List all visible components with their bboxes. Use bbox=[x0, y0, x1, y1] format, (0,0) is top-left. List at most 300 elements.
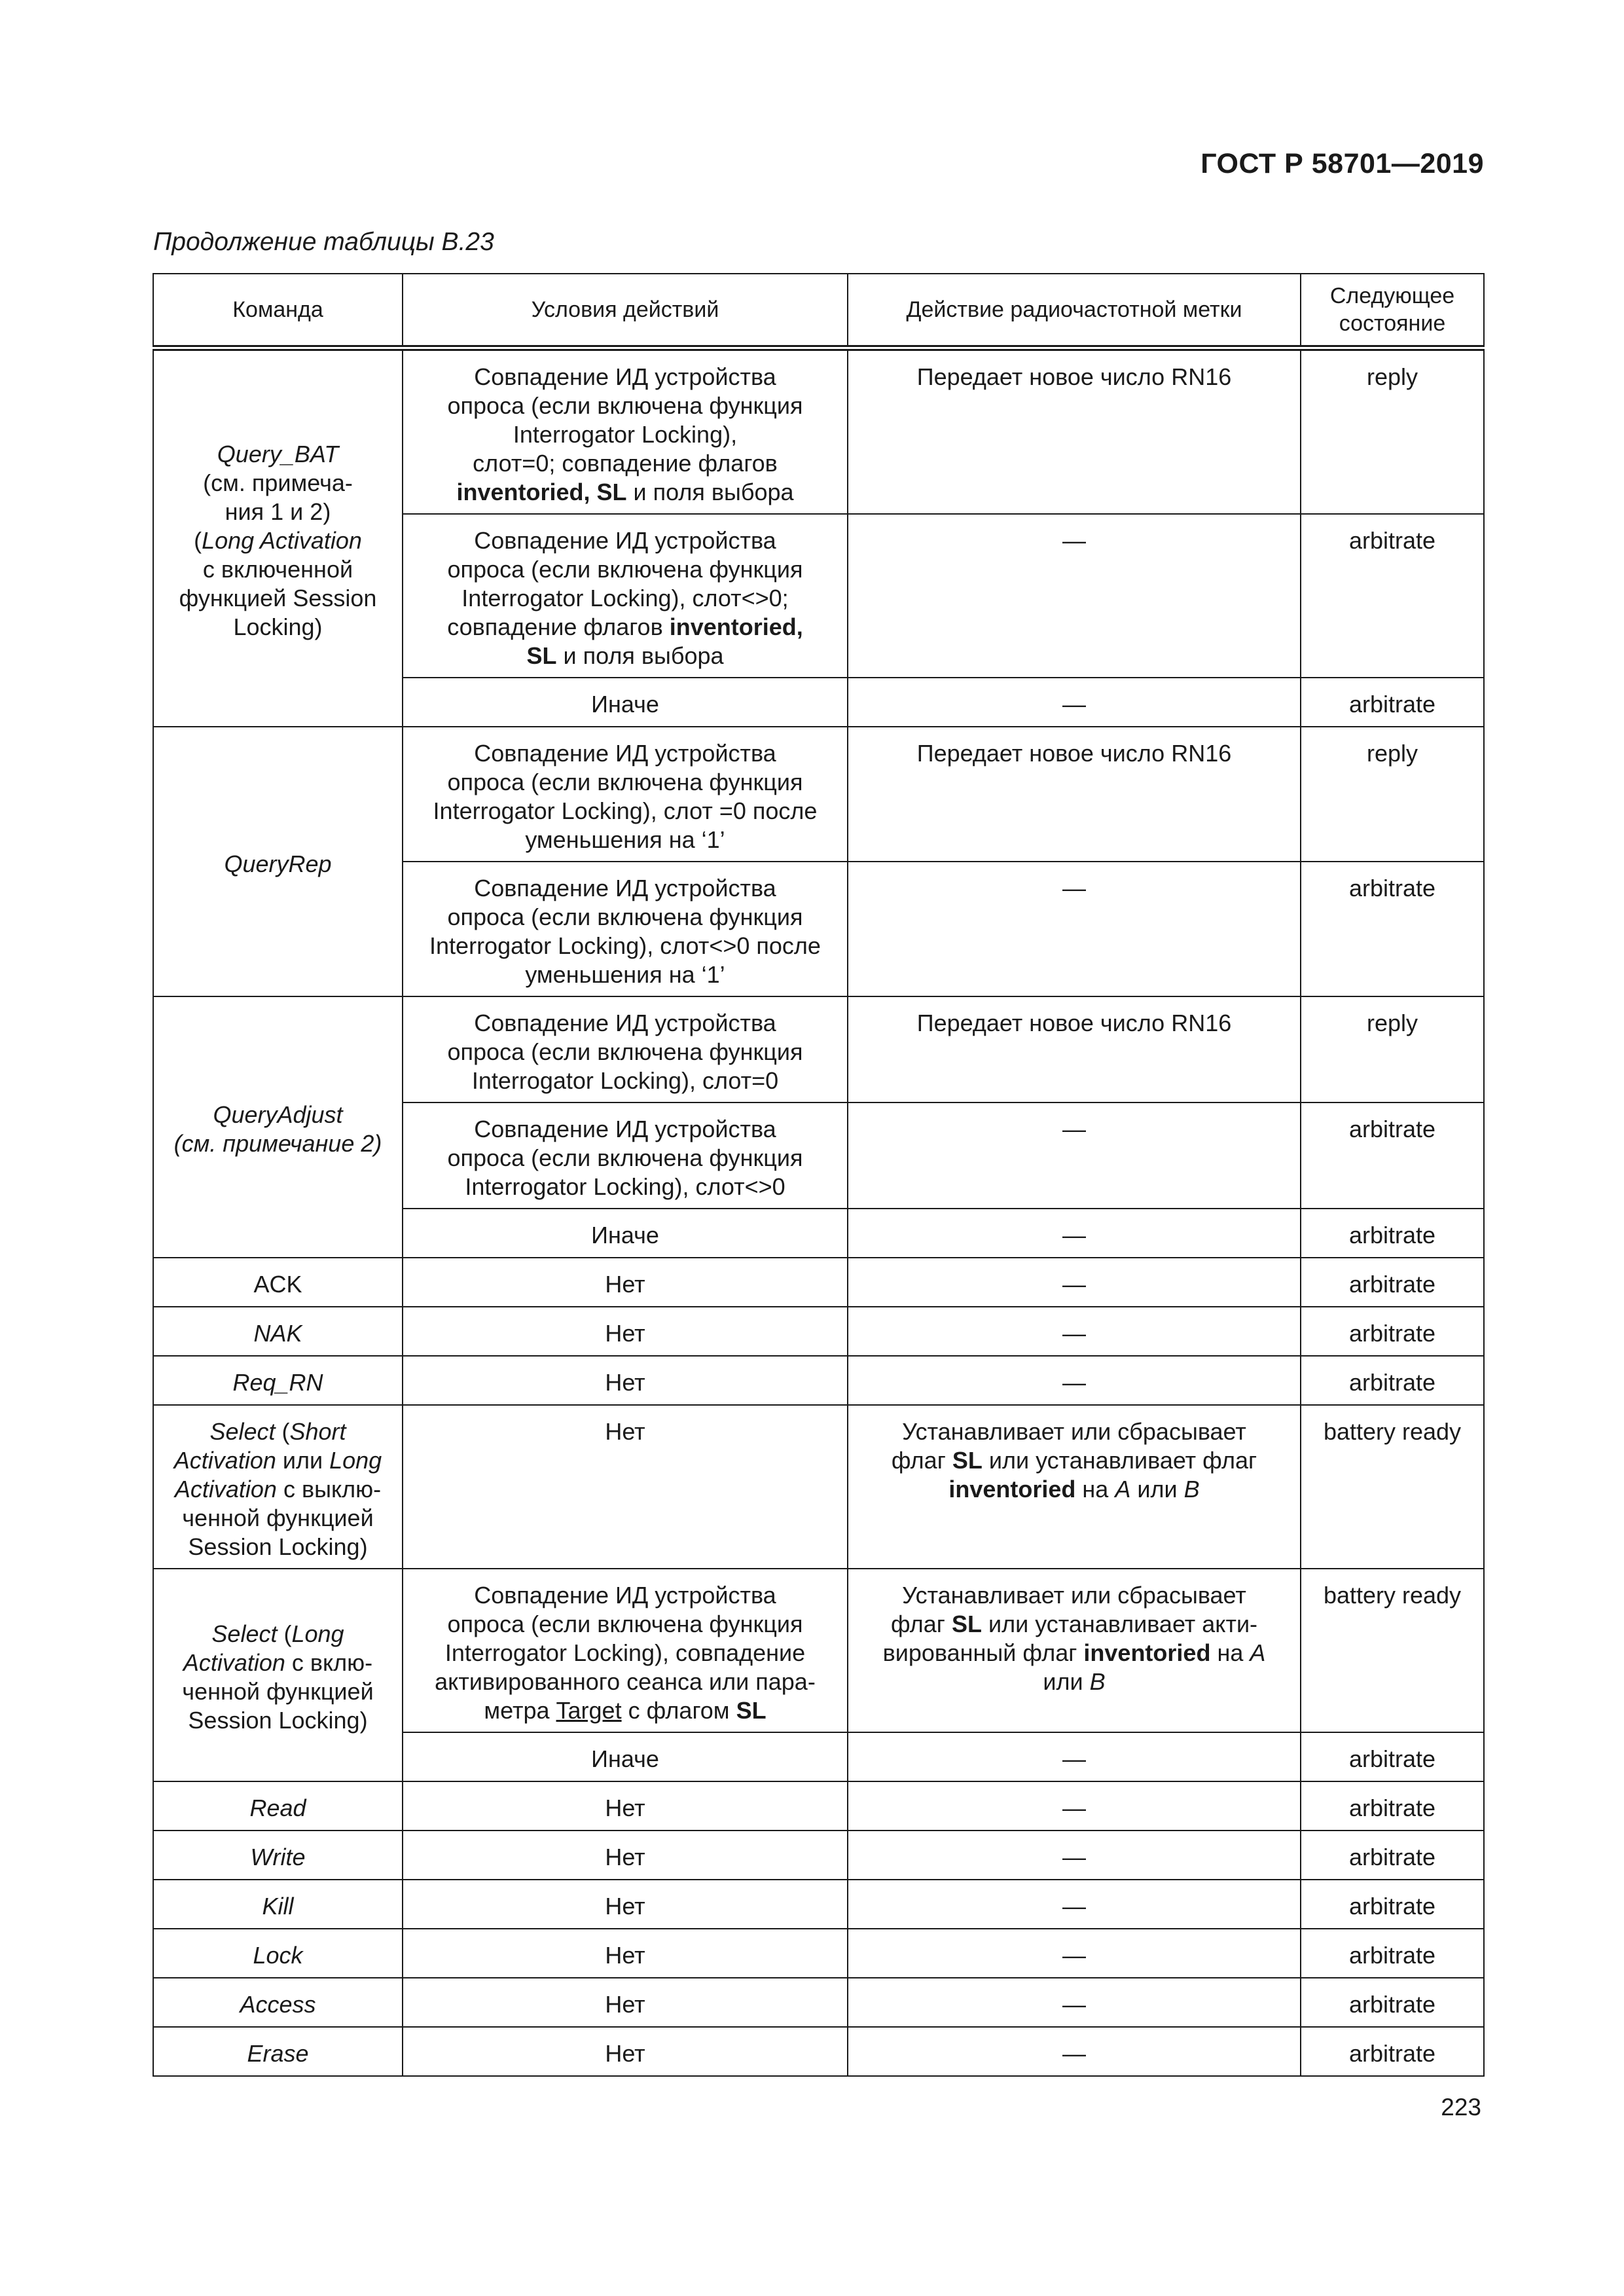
text-line bbox=[163, 1941, 393, 1970]
text-run: Long bbox=[291, 1620, 344, 1647]
text-line bbox=[863, 526, 1286, 555]
text-run: ACK bbox=[253, 1271, 302, 1298]
text-run: Совпадение ИД устройства bbox=[474, 526, 776, 554]
text-line bbox=[163, 1794, 393, 1823]
text-run: Activation bbox=[183, 1649, 285, 1676]
text-line bbox=[412, 1639, 838, 1667]
text-run: Совпадение ИД устройства bbox=[474, 1009, 776, 1036]
text-line bbox=[412, 1794, 838, 1823]
text-run: SL bbox=[952, 1446, 983, 1474]
tag-action-cell bbox=[848, 1307, 1301, 1356]
text-line bbox=[412, 1368, 838, 1397]
text-run: Write bbox=[250, 1844, 306, 1870]
text-run: опроса (если включена функция bbox=[447, 1610, 803, 1637]
table-row bbox=[153, 1781, 1484, 1831]
page-number: 223 bbox=[1441, 2094, 1481, 2121]
text-line bbox=[412, 1144, 838, 1173]
text-line bbox=[163, 1649, 393, 1677]
text-run: вированный флаг bbox=[882, 1639, 1084, 1666]
text-run: Erase bbox=[247, 2040, 309, 2067]
next-state-cell: arbitrate bbox=[1301, 1831, 1484, 1880]
next-state-cell: arbitrate bbox=[1301, 862, 1484, 996]
condition-cell bbox=[403, 727, 848, 862]
text-run: Interrogator Locking), слот=0 bbox=[471, 1066, 779, 1094]
text-line bbox=[412, 363, 838, 392]
text-run: — bbox=[1062, 526, 1086, 554]
text-run: Req_RN bbox=[232, 1369, 323, 1396]
text-run: Передает новое число RN16 bbox=[916, 1009, 1232, 1036]
text-line bbox=[412, 874, 838, 903]
text-line bbox=[412, 826, 838, 854]
condition-cell bbox=[403, 1569, 848, 1732]
text-run: — bbox=[1062, 1270, 1086, 1298]
text-run: Interrogator Locking), совпадение bbox=[444, 1639, 806, 1666]
text-line bbox=[163, 1706, 393, 1735]
text-run: — bbox=[1062, 874, 1086, 902]
text-run: или bbox=[276, 1446, 330, 1474]
text-line bbox=[863, 1990, 1286, 2019]
text-run: Short bbox=[289, 1417, 346, 1445]
table-row bbox=[153, 1258, 1484, 1307]
text-run: активированного сеанса или пара- bbox=[435, 1667, 816, 1695]
command-cell bbox=[153, 1831, 403, 1880]
text-line bbox=[412, 1066, 838, 1095]
text-run: — bbox=[1062, 1319, 1086, 1347]
text-run: на bbox=[1075, 1475, 1115, 1503]
table-row bbox=[153, 996, 1484, 1102]
command-cell bbox=[153, 1929, 403, 1978]
text-run: с вклю- bbox=[285, 1649, 373, 1676]
text-line bbox=[863, 1368, 1286, 1397]
text-run: или bbox=[1130, 1475, 1184, 1503]
text-line bbox=[163, 526, 393, 555]
tag-action-cell bbox=[848, 1978, 1301, 2027]
tag-action-cell bbox=[848, 996, 1301, 1102]
text-run: — bbox=[1062, 1794, 1086, 1821]
condition-cell bbox=[403, 1831, 848, 1880]
text-line bbox=[863, 1892, 1286, 1921]
text-run: — bbox=[1062, 1221, 1086, 1248]
text-run: с включенной bbox=[202, 556, 353, 583]
text-run: Устанавливает или сбрасывает bbox=[902, 1417, 1246, 1445]
next-state-cell: arbitrate bbox=[1301, 2027, 1484, 2076]
text-run: Нет bbox=[605, 1843, 645, 1870]
text-run: NAK bbox=[253, 1320, 302, 1347]
text-line bbox=[412, 690, 838, 719]
text-run: SL bbox=[951, 1610, 982, 1637]
table-row bbox=[153, 1880, 1484, 1929]
text-run: A bbox=[1250, 1639, 1266, 1666]
text-line bbox=[412, 1745, 838, 1774]
text-run: с флагом bbox=[621, 1696, 736, 1724]
command-cell bbox=[153, 1258, 403, 1307]
text-run: Interrogator Locking), bbox=[513, 420, 738, 448]
text-line bbox=[412, 420, 838, 449]
text-run: уменьшения на ‘1’ bbox=[525, 960, 725, 988]
column-header-tag-action: Действие радиочастотной метки bbox=[848, 274, 1301, 348]
text-run: inventoried bbox=[1083, 1639, 1211, 1666]
text-line bbox=[863, 1941, 1286, 1970]
text-line bbox=[412, 960, 838, 989]
text-line bbox=[863, 1745, 1286, 1774]
table-caption: Продолжение таблицы В.23 bbox=[153, 228, 494, 256]
text-run: опроса (если включена функция bbox=[447, 1144, 803, 1171]
text-run: Передает новое число RN16 bbox=[916, 739, 1232, 767]
text-run: — bbox=[1062, 1745, 1086, 1772]
state-transition-table bbox=[153, 273, 1485, 2077]
text-line bbox=[163, 584, 393, 613]
command-cell bbox=[153, 348, 403, 727]
text-run: Target bbox=[556, 1696, 622, 1724]
text-line bbox=[863, 1475, 1286, 1504]
text-run: Read bbox=[249, 1795, 306, 1821]
condition-cell bbox=[403, 678, 848, 727]
tag-action-cell bbox=[848, 1929, 1301, 1978]
condition-cell bbox=[403, 1209, 848, 1258]
text-line bbox=[163, 1417, 393, 1446]
next-state-cell: arbitrate bbox=[1301, 1102, 1484, 1209]
tag-action-cell bbox=[848, 678, 1301, 727]
text-run: флаг bbox=[890, 1610, 952, 1637]
text-run: и поля выбора bbox=[626, 478, 794, 505]
text-line bbox=[863, 1446, 1286, 1475]
text-run: с выклю- bbox=[276, 1475, 382, 1503]
text-line bbox=[863, 1221, 1286, 1250]
command-cell bbox=[153, 1880, 403, 1929]
text-run: — bbox=[1062, 2039, 1086, 2067]
text-run: Select bbox=[211, 1620, 278, 1647]
condition-cell bbox=[403, 1978, 848, 2027]
command-cell bbox=[153, 996, 403, 1258]
text-line bbox=[863, 1319, 1286, 1348]
text-line bbox=[163, 1368, 393, 1397]
text-line bbox=[163, 1677, 393, 1706]
tag-action-cell bbox=[848, 1569, 1301, 1732]
text-line bbox=[412, 1417, 838, 1446]
text-line bbox=[163, 1892, 393, 1921]
text-run: Иначе bbox=[591, 1221, 659, 1248]
text-run: Совпадение ИД устройства bbox=[474, 1115, 776, 1142]
text-run: (см. примеча- bbox=[203, 469, 353, 496]
text-run: или устанавливает акти- bbox=[981, 1610, 1258, 1637]
text-line bbox=[412, 478, 838, 507]
text-run: ( bbox=[275, 1417, 290, 1445]
text-run: Совпадение ИД устройства bbox=[474, 874, 776, 902]
text-run: Lock bbox=[253, 1942, 303, 1969]
next-state-cell: arbitrate bbox=[1301, 1356, 1484, 1405]
tag-action-cell bbox=[848, 1102, 1301, 1209]
text-line bbox=[412, 903, 838, 932]
document-code: ГОСТ Р 58701—2019 bbox=[1200, 148, 1484, 179]
table-row bbox=[153, 348, 1484, 514]
text-run: inventoried bbox=[948, 1475, 1076, 1503]
next-state-cell: arbitrate bbox=[1301, 1307, 1484, 1356]
text-line bbox=[863, 1639, 1286, 1667]
next-state-cell: arbitrate bbox=[1301, 514, 1484, 678]
next-state-cell: arbitrate bbox=[1301, 1732, 1484, 1781]
text-line bbox=[412, 739, 838, 768]
command-cell bbox=[153, 1569, 403, 1781]
next-state-cell: battery ready bbox=[1301, 1405, 1484, 1569]
table-row bbox=[153, 1356, 1484, 1405]
next-state-cell: reply bbox=[1301, 348, 1484, 514]
next-state-cell: reply bbox=[1301, 727, 1484, 862]
tag-action-cell bbox=[848, 1258, 1301, 1307]
text-run: или bbox=[1043, 1667, 1090, 1695]
text-line bbox=[412, 1941, 838, 1970]
text-line bbox=[412, 526, 838, 555]
text-run: ния 1 и 2) bbox=[225, 498, 331, 525]
text-line bbox=[412, 392, 838, 420]
text-run: SL bbox=[526, 642, 557, 669]
table-row bbox=[153, 1978, 1484, 2027]
text-line bbox=[163, 1270, 393, 1299]
text-line bbox=[412, 2039, 838, 2068]
text-run: ( bbox=[277, 1620, 292, 1647]
command-cell bbox=[153, 1405, 403, 1569]
command-cell bbox=[153, 2027, 403, 2076]
text-line bbox=[863, 1610, 1286, 1639]
tag-action-cell bbox=[848, 1831, 1301, 1880]
text-run: ченной функцией bbox=[182, 1504, 374, 1531]
text-run: Нет bbox=[605, 1319, 645, 1347]
text-line bbox=[163, 1504, 393, 1533]
condition-cell bbox=[403, 1258, 848, 1307]
text-line bbox=[863, 690, 1286, 719]
table-row bbox=[153, 727, 1484, 862]
text-line bbox=[412, 1319, 838, 1348]
text-run: Совпадение ИД устройства bbox=[474, 739, 776, 767]
text-run: совпадение флагов bbox=[447, 613, 670, 640]
condition-cell bbox=[403, 1732, 848, 1781]
text-run: метра bbox=[484, 1696, 556, 1724]
text-line bbox=[863, 1794, 1286, 1823]
text-run: Нет bbox=[605, 1417, 645, 1445]
condition-cell bbox=[403, 1102, 848, 1209]
text-line bbox=[412, 1892, 838, 1921]
tag-action-cell bbox=[848, 1405, 1301, 1569]
text-line bbox=[412, 1173, 838, 1201]
text-line bbox=[863, 363, 1286, 392]
tag-action-cell bbox=[848, 2027, 1301, 2076]
text-line bbox=[412, 1581, 838, 1610]
text-run: inventoried, bbox=[669, 613, 803, 640]
table-row bbox=[153, 1569, 1484, 1732]
text-run: Activation bbox=[173, 1446, 276, 1474]
command-cell bbox=[153, 1781, 403, 1831]
table-row bbox=[153, 2027, 1484, 2076]
text-line bbox=[412, 1270, 838, 1299]
command-cell bbox=[153, 1356, 403, 1405]
text-run: (см. примечание 2) bbox=[173, 1130, 382, 1157]
text-run: QueryAdjust bbox=[213, 1101, 343, 1128]
condition-cell bbox=[403, 1781, 848, 1831]
text-line bbox=[863, 1417, 1286, 1446]
text-run: A bbox=[1115, 1475, 1131, 1503]
text-run: — bbox=[1062, 1115, 1086, 1142]
next-state-cell: arbitrate bbox=[1301, 678, 1484, 727]
command-cell bbox=[153, 1978, 403, 2027]
text-line bbox=[163, 1129, 393, 1158]
next-state-cell: arbitrate bbox=[1301, 1929, 1484, 1978]
text-line bbox=[863, 1581, 1286, 1610]
text-run: B bbox=[1089, 1667, 1106, 1695]
next-state-cell: battery ready bbox=[1301, 1569, 1484, 1732]
text-run: или устанавливает флаг bbox=[982, 1446, 1257, 1474]
text-line bbox=[412, 1038, 838, 1066]
text-run: Interrogator Locking), слот<>0; bbox=[461, 584, 789, 611]
text-line bbox=[863, 1667, 1286, 1696]
text-run: Locking) bbox=[233, 613, 323, 640]
tag-action-cell bbox=[848, 862, 1301, 996]
text-line bbox=[163, 1620, 393, 1649]
text-line bbox=[412, 613, 838, 642]
text-line bbox=[412, 1610, 838, 1639]
text-line bbox=[163, 1101, 393, 1129]
text-line bbox=[163, 850, 393, 879]
text-line bbox=[863, 1115, 1286, 1144]
text-run: опроса (если включена функция bbox=[447, 555, 803, 583]
text-line bbox=[163, 1446, 393, 1475]
text-run: Нет bbox=[605, 1270, 645, 1298]
text-run: — bbox=[1062, 690, 1086, 718]
condition-cell bbox=[403, 1880, 848, 1929]
column-header-conditions: Условия действий bbox=[403, 274, 848, 348]
text-line bbox=[412, 642, 838, 670]
text-line bbox=[863, 739, 1286, 768]
column-header-command: Команда bbox=[153, 274, 403, 348]
condition-cell bbox=[403, 1405, 848, 1569]
text-line bbox=[163, 1533, 393, 1561]
text-run: — bbox=[1062, 1843, 1086, 1870]
text-run: флаг bbox=[891, 1446, 952, 1474]
text-line bbox=[163, 498, 393, 526]
text-run: опроса (если включена функция bbox=[447, 1038, 803, 1065]
text-run: Session Locking) bbox=[188, 1533, 368, 1560]
text-line bbox=[163, 440, 393, 469]
condition-cell bbox=[403, 1307, 848, 1356]
text-line bbox=[412, 1990, 838, 2019]
text-line bbox=[163, 1475, 393, 1504]
condition-cell bbox=[403, 1929, 848, 1978]
text-run: Иначе bbox=[591, 690, 659, 718]
text-run: Нет bbox=[605, 1368, 645, 1396]
text-line bbox=[412, 1115, 838, 1144]
text-line bbox=[412, 797, 838, 826]
text-line bbox=[412, 584, 838, 613]
tag-action-cell bbox=[848, 1781, 1301, 1831]
text-run: и поля выбора bbox=[556, 642, 724, 669]
command-cell bbox=[153, 1307, 403, 1356]
text-run: Совпадение ИД устройства bbox=[474, 363, 776, 390]
text-run: ченной функцией bbox=[182, 1678, 374, 1705]
table-header-row bbox=[153, 274, 1484, 348]
tag-action-cell bbox=[848, 727, 1301, 862]
next-state-cell: arbitrate bbox=[1301, 1781, 1484, 1831]
text-line bbox=[863, 874, 1286, 903]
text-line bbox=[412, 768, 838, 797]
table-row bbox=[153, 1405, 1484, 1569]
text-run: уменьшения на ‘1’ bbox=[525, 826, 725, 853]
text-line bbox=[863, 1843, 1286, 1872]
text-run: Interrogator Locking), слот<>0 bbox=[465, 1173, 785, 1200]
text-run: Long bbox=[329, 1446, 382, 1474]
text-run: Interrogator Locking), слот =0 после bbox=[433, 797, 818, 824]
condition-cell bbox=[403, 1356, 848, 1405]
condition-cell bbox=[403, 2027, 848, 2076]
text-run: Access bbox=[240, 1991, 316, 2018]
next-state-cell: arbitrate bbox=[1301, 1880, 1484, 1929]
text-run: Совпадение ИД устройства bbox=[474, 1581, 776, 1609]
next-state-cell: arbitrate bbox=[1301, 1978, 1484, 2027]
text-run: Kill bbox=[262, 1893, 294, 1920]
text-run: Нет bbox=[605, 1941, 645, 1969]
text-run: опроса (если включена функция bbox=[447, 768, 803, 795]
text-run: inventoried, SL bbox=[456, 478, 627, 505]
text-line bbox=[412, 1696, 838, 1725]
tag-action-cell bbox=[848, 514, 1301, 678]
condition-cell bbox=[403, 348, 848, 514]
column-header-next-state: Следующее состояние bbox=[1301, 274, 1484, 348]
text-line bbox=[863, 1009, 1286, 1038]
text-line bbox=[163, 1843, 393, 1872]
text-line bbox=[163, 2039, 393, 2068]
text-run: — bbox=[1062, 1941, 1086, 1969]
text-run: Select bbox=[209, 1417, 276, 1445]
text-run: — bbox=[1062, 1368, 1086, 1396]
text-line bbox=[863, 2039, 1286, 2068]
text-run: опроса (если включена функция bbox=[447, 392, 803, 419]
condition-cell bbox=[403, 514, 848, 678]
text-run: опроса (если включена функция bbox=[447, 903, 803, 930]
text-line bbox=[412, 1843, 838, 1872]
text-line bbox=[163, 613, 393, 642]
tag-action-cell bbox=[848, 1732, 1301, 1781]
text-run: Interrogator Locking), слот<>0 после bbox=[429, 932, 821, 959]
text-line bbox=[163, 555, 393, 584]
tag-action-cell bbox=[848, 1209, 1301, 1258]
text-run: Activation bbox=[174, 1475, 277, 1503]
text-run: B bbox=[1183, 1475, 1200, 1503]
text-run: Нет bbox=[605, 2039, 645, 2067]
table-body bbox=[153, 348, 1484, 2076]
text-run: Передает новое число RN16 bbox=[916, 363, 1232, 390]
text-run: Устанавливает или сбрасывает bbox=[902, 1581, 1246, 1609]
text-line bbox=[412, 932, 838, 960]
text-line bbox=[412, 1667, 838, 1696]
next-state-cell: arbitrate bbox=[1301, 1209, 1484, 1258]
table-row bbox=[153, 1831, 1484, 1880]
text-run: Session Locking) bbox=[188, 1707, 368, 1734]
tag-action-cell bbox=[848, 348, 1301, 514]
text-line bbox=[163, 1990, 393, 2019]
command-cell bbox=[153, 727, 403, 996]
condition-cell bbox=[403, 862, 848, 996]
text-run: слот=0; совпадение флагов bbox=[473, 449, 778, 477]
table-row bbox=[153, 1929, 1484, 1978]
next-state-cell: arbitrate bbox=[1301, 1258, 1484, 1307]
text-line bbox=[412, 1009, 838, 1038]
text-run: — bbox=[1062, 1990, 1086, 2018]
text-run: Нет bbox=[605, 1990, 645, 2018]
table-row bbox=[153, 1307, 1484, 1356]
tag-action-cell bbox=[848, 1356, 1301, 1405]
text-run: SL bbox=[736, 1696, 767, 1724]
text-run: Long Activation bbox=[202, 527, 362, 554]
text-run: QueryRep bbox=[224, 850, 332, 877]
text-run: Нет bbox=[605, 1892, 645, 1920]
text-run: — bbox=[1062, 1892, 1086, 1920]
